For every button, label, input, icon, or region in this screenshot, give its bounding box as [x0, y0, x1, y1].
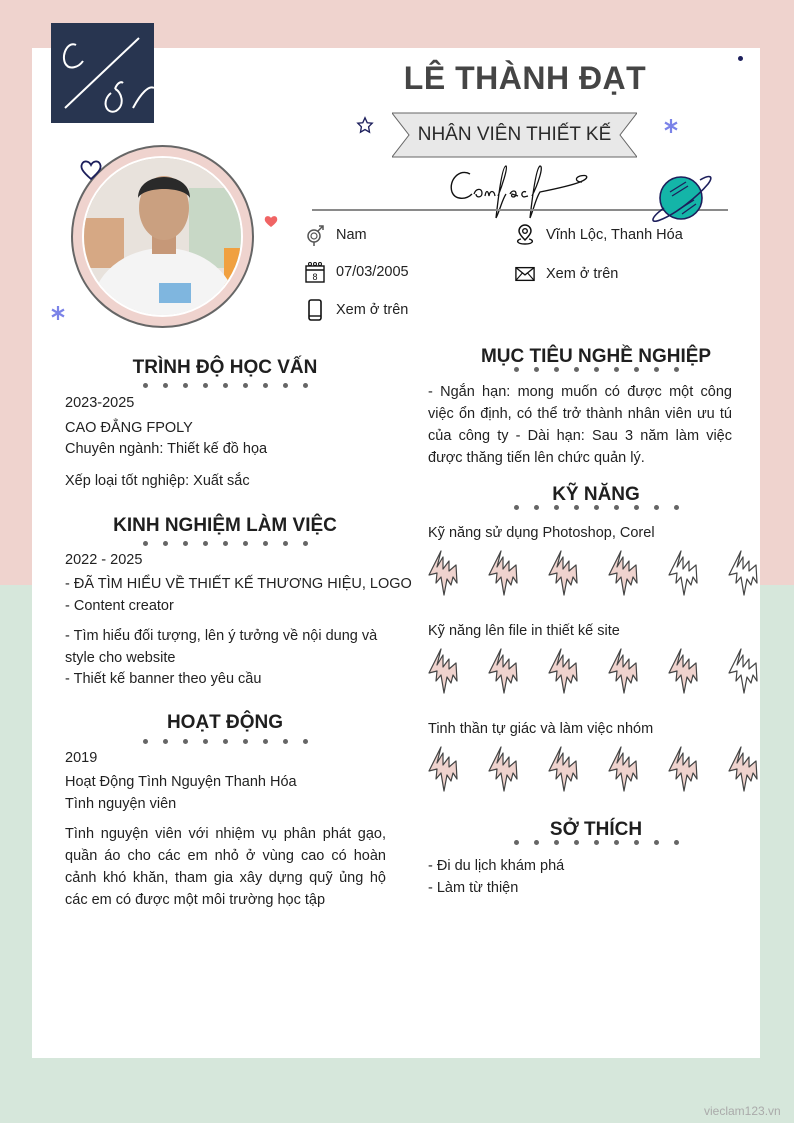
section-title-activities: HOẠT ĐỘNG [166, 712, 284, 733]
section-title-education: TRÌNH ĐỘ HỌC VẤN [132, 357, 318, 378]
objective-text: - Ngắn hạn: mong muốn có được một công việc ổn định, có thể trở thành nhân viên ưu tú của công ty - Dài hạn: Sau 3 năm làm việc được thăng tiến lên chức quản lý. [428, 384, 732, 466]
hobby-item: - Làm từ thiện [428, 880, 519, 896]
skill-label: Tinh thần tự giác và làm việc nhóm [428, 721, 654, 737]
section-title-experience: KINH NGHIỆM LÀM VIỆC [113, 515, 337, 536]
bolt-filled-icon [667, 745, 699, 793]
asterisk-icon [51, 306, 65, 320]
gender-icon [305, 224, 325, 246]
bolt-filled-icon [427, 647, 459, 695]
svg-text:8: 8 [312, 272, 318, 282]
star-icon [356, 116, 374, 134]
contact-gender [305, 224, 367, 246]
title-dots [143, 383, 323, 388]
skill-rating [427, 647, 787, 695]
heart-icon [264, 215, 278, 228]
dot-decoration [738, 56, 743, 61]
bolt-filled-icon [427, 549, 459, 597]
education-period: 2023-2025 [65, 395, 135, 411]
skill-rating [427, 549, 787, 597]
bolt-filled-icon [487, 745, 519, 793]
bolt-empty-icon [727, 647, 759, 695]
activity-year: 2019 [65, 750, 98, 766]
section-title-objective: MỤC TIÊU NGHỀ NGHIỆP [480, 346, 712, 367]
title-dots [514, 505, 694, 510]
location-pin-icon [515, 224, 535, 246]
address-value: Vĩnh Lộc, Thanh Hóa [546, 227, 683, 243]
gender-value: Nam [336, 227, 367, 243]
experience-role: - Content creator [65, 598, 174, 614]
bolt-filled-icon [727, 745, 759, 793]
bolt-filled-icon [667, 647, 699, 695]
phone-icon [305, 299, 325, 321]
position-ribbon [392, 112, 637, 158]
bolt-filled-icon [547, 647, 579, 695]
skill-label: Kỹ năng lên file in thiết kế site [428, 623, 620, 639]
monogram-logo [51, 23, 154, 123]
contact-birthday [305, 261, 409, 283]
section-title-skills: KỸ NĂNG [552, 484, 640, 505]
activity-description: Tình nguyện viên với nhiệm vụ phân phát gạo, quần áo cho các em nhỏ ở vùng cao có hoàn cảnh khó khăn, tham gia xây dựng quỹ ủng hộ các em có được một môi trường học tập [65, 826, 386, 908]
bolt-filled-icon [607, 647, 639, 695]
position-title: NHÂN VIÊN THIẾT KẾ [417, 124, 612, 145]
activity-organization: Hoạt Động Tình Nguyện Thanh Hóa [65, 774, 297, 790]
experience-detail: - Tìm hiểu đối tượng, lên ý tưởng về nội dung và style cho website [65, 628, 378, 666]
candidate-name: LÊ THÀNH ĐẠT [403, 60, 647, 96]
bolt-filled-icon [487, 549, 519, 597]
profile-photo [82, 156, 243, 317]
education-grade: Xếp loại tốt nghiệp: Xuất sắc [65, 473, 250, 489]
education-major: Chuyên ngành: Thiết kế đồ họa [65, 441, 268, 457]
experience-period: 2022 - 2025 [65, 552, 143, 568]
bolt-filled-icon [487, 647, 519, 695]
bolt-filled-icon [547, 745, 579, 793]
mail-icon [515, 263, 535, 285]
bolt-filled-icon [607, 745, 639, 793]
email-value: Xem ở trên [546, 266, 619, 282]
asterisk-icon [664, 119, 678, 133]
skill-rating [427, 745, 787, 793]
title-dots [143, 541, 323, 546]
title-dots [143, 739, 323, 744]
title-dots [514, 367, 694, 372]
bolt-filled-icon [607, 549, 639, 597]
bolt-filled-icon [427, 745, 459, 793]
activity-role: Tình nguyện viên [65, 796, 177, 812]
experience-detail: - Thiết kế banner theo yêu cầu [65, 671, 262, 687]
calendar-icon [305, 261, 325, 283]
bolt-filled-icon [547, 549, 579, 597]
experience-company: - ĐÃ TÌM HIỂU VỀ THIẾT KẾ THƯƠNG HIỆU, LOGO [65, 576, 412, 592]
phone-value: Xem ở trên [336, 302, 409, 318]
contact-address [515, 224, 683, 246]
birthday-value: 07/03/2005 [336, 264, 409, 280]
education-school: CAO ĐẲNG FPOLY [65, 420, 193, 436]
bolt-empty-icon [667, 549, 699, 597]
planet-icon [648, 172, 714, 224]
hobby-item: - Đi du lịch khám phá [428, 858, 565, 874]
title-dots [514, 840, 694, 845]
watermark: vieclam123.vn [704, 1104, 781, 1118]
heart-outline-icon [79, 158, 103, 182]
contact-heading-script [440, 160, 600, 230]
contact-phone [305, 299, 408, 321]
contact-email [515, 263, 618, 285]
skill-label: Kỹ năng sử dụng Photoshop, Corel [428, 525, 655, 541]
bolt-empty-icon [727, 549, 759, 597]
section-title-hobbies: SỞ THÍCH [549, 819, 643, 840]
